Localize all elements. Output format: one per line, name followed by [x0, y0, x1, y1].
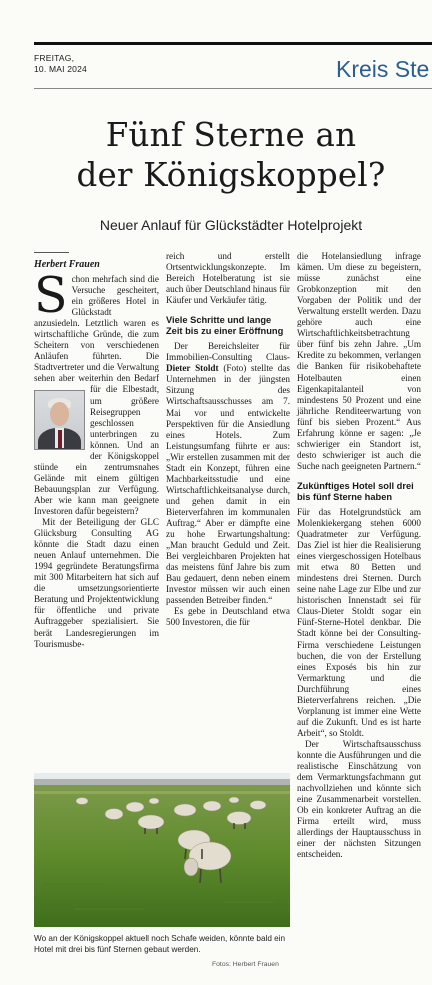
author-rule [34, 252, 69, 253]
paragraph-text: Der Bereichsleiter für Immobilien-Consulting Claus- [166, 341, 290, 363]
article-column-1 [34, 267, 159, 650]
headline-line-2: der Königskoppel? [76, 156, 386, 194]
photo-credit: Fotos: Herbert Frauen [212, 961, 279, 968]
dateline-date: 10. MAI 2024 [34, 63, 87, 74]
section-title: Kreis Ste [336, 56, 430, 82]
paragraph-start: chon mehrfach sind die Versuche gescheitert, ein größeres Hotel in Glückstadt anzusiedeln. Letztlich waren es wirtschaftliche Gründe, die zum Scheitern von verschiedenen Anläufen führten. Die Stadtvertreter und die Verwaltung sehen aber weiterhin den Bedarf [34, 274, 159, 384]
paragraph: Mit der Beteiligung der GLC Glücksburg Consulting AG könnte die Stadt dazu einen neuen Anlauf unternehmen. Die 1994 gegründete Beratungsfirma mit 300 Mitarbeitern hat sich auf die umsetzungsorientierte Beratung und Projektentwicklung für öffentliche und private Auftraggeber spezialisiert. Sie berät Landesregierungen im Tourismusbe- [34, 517, 159, 649]
photo-caption: Wo an der Königskoppel aktuell noch Schafe weiden, könnte bald ein Hotel mit drei bis fünf Sternen gebaut werden. [34, 934, 286, 954]
intertitle: Viele Schritte und lange Zeit bis zu einer Eröffnung [166, 315, 284, 337]
portrait-photo [34, 390, 85, 450]
section-rule [34, 88, 432, 89]
paragraph [166, 341, 290, 606]
paragraph-text: (Foto) stellte das Unternehmen in der jüngsten Sitzung des Wirtschaftsausschusses am 7. Mai vor und entwickelte Perspektiven für die Ansiedlung eines Hotels. Zum Leistungsumfang führte er aus: „Wir erstellen zusammen mit der Stadt ein Konzept, führen eine Machbarkeitsstudie und eine Wirtschaftlichkeitsanalyse durch, und gehen damit in ein Bieterverfahren im kommunalen Auftrag.“ Aber er dämpfte eine zu hohe Erwartungshaltung: „Man braucht Geduld und Zeit. Bei vergleichbaren Projekten hat das meistens fünf Jahre bis zum Bau gedauert, denn neben einem Investor müssen wir auch einen passenden Betreiber finden.“ [166, 363, 290, 606]
header-rule [34, 42, 432, 45]
paragraph-rest: für die Elbestadt, um größere Reisegruppen geschlossen unterbringen zu können. Und an der Königskoppel stünde ein zentrumsnahes Gelände mit einem gültigen Bebauungsplan zur Verfügung. Aber wie kann man geeignete Investoren dafür begeistern? [34, 384, 159, 516]
dateline-day: FREITAG, [34, 53, 75, 63]
headline-line-1: Fünf Sterne an [105, 116, 357, 154]
article-column-3 [297, 251, 421, 860]
paragraph: reich und erstellt Ortsentwicklungskonzepte. Im Bereich Hotelberatung ist sie auch über Deutschland hinaus für Käufer und Verkäufer tätig. [166, 251, 290, 306]
drop-cap: S [34, 267, 68, 324]
person-name: Dieter Stoldt [166, 363, 219, 374]
dateline [34, 53, 87, 74]
paragraph: die Hotelansiedlung infrage kämen. Um diese zu begeistern, müsse zunächst eine Grobkonzeption mit den Vorgaben der Politik und der Verwaltung erstellt werden. Dazu gehöre auch eine Wirtschaftlichkeitsbetrachtung über fünf bis zehn Jahre. „Um Kredite zu bekommen, verlangen die Banken für risikobehaftete Hotelbauten einen Eigenkapitalanteil von mindestens 50 Prozent und eine jährliche Renditeerwartung von fünf bis sieben Prozent.“ Aus Erfahrung könne er sagen: „Je schwieriger ein Standort ist, desto schwieriger ist auch die Suche nach geeigneten Partnern.“ [297, 251, 421, 471]
paragraph [34, 267, 159, 517]
article-subheadline: Neuer Anlauf für Glückstädter Hotelprojekt [99, 217, 363, 233]
author-name: Herbert Frauen [34, 259, 100, 270]
intertitle: Zukünftiges Hotel soll drei bis fünf Sterne haben [297, 480, 414, 502]
article-headline [34, 115, 428, 195]
paragraph: Der Wirtschaftsausschuss konnte die Ausführungen und die realistische Einschätzung von dem Vermarktungsfachmann gut nachvollziehen und könnte sich eine Zusammenarbeit vorstellen. Ob ein konkreter Auftrag an die Firma erteilt wird, muss allerdings der Hauptausschuss in einer der nächsten Sitzungen entscheiden. [297, 738, 421, 860]
paragraph: Für das Hotelgrundstück am Molenkiekergang stehen 6000 Quadratmeter zur Verfügung. Das Ziel ist hier die Realisierung eines viergeschossigen Hotelbaus mit etwa 80 Betten und mindestens drei Sternen. Durch seine nahe Lage zur Elbe und zur historischen Innenstadt sei für Claus-Dieter Stoldt sogar ein Fünf-Sterne-Hotel denkbar. Die Stadt könne bei der Consulting-Firma verschiedene Leistungen buchen, die von der Erstellung eines Exposés bis hin zur Vermarktung und die Durchführung eines Bieterverfahrens reichen. „Die Vorplanung ist immer eine Wette auf die Zukunft. Und es ist harte Arbeit“, so Stoldt. [297, 506, 421, 738]
article-column-2 [166, 251, 290, 628]
sheep-pasture-photo [34, 773, 290, 927]
photo-illustration [34, 773, 290, 927]
paragraph: Es gebe in Deutschland etwa 500 Investoren, die für [166, 606, 290, 628]
